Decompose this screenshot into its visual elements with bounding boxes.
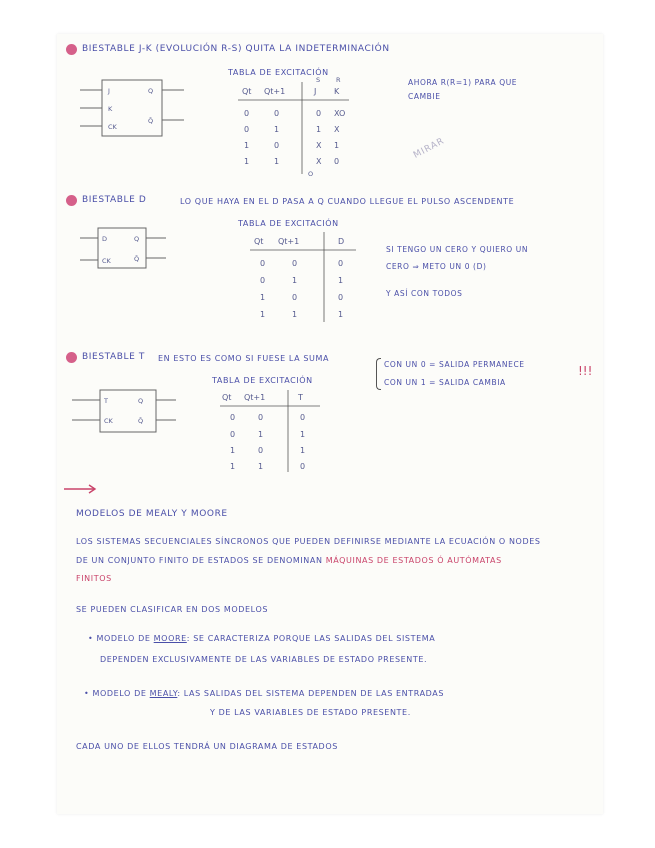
jk-flipflop-diagram — [80, 76, 200, 146]
jk-title: BIESTABLE J-K (EVOLUCIÓN R-S) QUITA LA INDETERMINACIÓN — [82, 44, 390, 54]
t-pin-clk: CK — [104, 417, 113, 425]
t-flipflop-diagram — [72, 388, 192, 448]
jk-pin-j: J — [108, 87, 110, 95]
table-cell: 0 — [244, 125, 250, 134]
table-cell: 1 — [338, 310, 344, 319]
table-cell: 1 — [260, 293, 266, 302]
moore-bullet — [88, 634, 435, 643]
t-pin-t: T — [104, 397, 108, 405]
table-cell: 0 — [300, 413, 306, 422]
table-cell-extra: O — [308, 170, 314, 178]
models-last-line: CADA UNO DE ELLOS TENDRÁ UN DIAGRAMA DE ESTADOS — [76, 742, 338, 751]
table-cell: 1 — [244, 157, 250, 166]
exclamation-marks: !!! — [578, 364, 593, 378]
models-classification: SE PUEDEN CLASIFICAR EN DOS MODELOS — [76, 605, 269, 614]
brace — [376, 358, 381, 390]
t-pin-qn: Q̄ — [138, 417, 144, 425]
d-header-d: D — [338, 237, 345, 246]
table-cell: 1 — [300, 430, 306, 439]
d-header-qt1: Qt+1 — [278, 237, 300, 246]
d-table-caption: TABLA DE EXCITACIÓN — [238, 219, 339, 228]
d-note-line2: CERO ⇒ METO UN 0 (D) — [386, 262, 487, 271]
jk-table-rows — [244, 109, 345, 178]
t-title: BIESTABLE T — [82, 352, 146, 362]
table-cell: 0 — [334, 157, 340, 166]
bullet-lead: • MODELO DE — [84, 689, 147, 698]
table-cell: 0 — [230, 430, 236, 439]
models-highlight: MÁQUINAS DE ESTADOS Ó AUTÓMATAS — [325, 556, 502, 565]
t-note-line1: CON UN 0 = SALIDA PERMANECE — [384, 360, 525, 369]
d-header-qt: Qt — [254, 237, 264, 246]
table-cell: 1 — [334, 141, 340, 150]
moore-bullet-line2: DEPENDEN EXCLUSIVAMENTE DE LAS VARIABLES DE ESTADO PRESENTE. — [100, 655, 428, 664]
table-cell: X — [316, 157, 322, 166]
table-cell: 0 — [300, 462, 306, 471]
d-table-rows — [260, 259, 343, 319]
table-cell: 0 — [292, 259, 298, 268]
mealy-term: MEALY — [149, 689, 178, 698]
models-paragraph-text: DE UN CONJUNTO FINITO DE ESTADOS SE DENOMINAN — [76, 556, 323, 565]
jk-header-qt: Qt — [242, 87, 252, 96]
d-note-line3: Y ASÍ CON TODOS — [386, 289, 463, 298]
table-cell: 1 — [244, 141, 250, 150]
d-pin-clk: CK — [102, 257, 111, 265]
d-excitation-table — [246, 228, 366, 328]
mealy-bullet-line2: Y DE LAS VARIABLES DE ESTADO PRESENTE. — [210, 708, 411, 717]
table-cell: XO — [334, 109, 346, 118]
t-table-caption: TABLA DE EXCITACIÓN — [212, 376, 313, 385]
table-cell: 1 — [230, 446, 236, 455]
table-cell: 1 — [292, 310, 298, 319]
t-header-qt1: Qt+1 — [244, 393, 266, 402]
jk-table-caption: TABLA DE EXCITACIÓN — [228, 68, 329, 77]
table-cell: 1 — [300, 446, 306, 455]
table-cell: 1 — [258, 462, 264, 471]
t-description: EN ESTO ES COMO SI FUESE LA SUMA — [158, 354, 330, 363]
table-cell: 0 — [316, 109, 322, 118]
bullet-text: : SE CARACTERIZA PORQUE LAS SALIDAS DEL SISTEMA — [186, 634, 436, 643]
table-cell: 0 — [292, 293, 298, 302]
d-flipflop-diagram — [80, 226, 200, 286]
table-cell: 0 — [230, 413, 236, 422]
table-cell: 1 — [274, 157, 280, 166]
arrow-right-icon — [64, 484, 104, 494]
table-cell: 0 — [258, 446, 264, 455]
table-cell: X — [334, 125, 340, 134]
table-cell: 1 — [274, 125, 280, 134]
t-header-qt: Qt — [222, 393, 232, 402]
t-header-t: T — [298, 393, 303, 402]
d-pin-qn: Q̄ — [134, 255, 140, 263]
table-cell: 0 — [260, 276, 266, 285]
table-cell: 0 — [244, 109, 250, 118]
table-cell: 0 — [258, 413, 264, 422]
t-table-rows — [230, 413, 305, 471]
mirar-scribble: MIRAR — [412, 136, 447, 161]
t-excitation-table — [220, 386, 340, 476]
jk-header-j: J — [314, 87, 317, 96]
table-cell: 1 — [260, 310, 266, 319]
jk-pin-clk: CK — [108, 123, 117, 131]
t-note-line2: CON UN 1 = SALIDA CAMBIA — [384, 378, 506, 387]
table-cell: 1 — [258, 430, 264, 439]
jk-pin-qn: Q̄ — [148, 117, 154, 125]
d-pin-q: Q — [134, 235, 140, 243]
d-description: LO QUE HAYA EN EL D PASA A Q CUANDO LLEGUE EL PULSO ASCENDENTE — [180, 197, 515, 206]
jk-excitation-table — [234, 74, 364, 184]
table-cell: X — [316, 141, 322, 150]
bullet-lead: • MODELO DE — [88, 634, 151, 643]
table-cell: 1 — [338, 276, 344, 285]
jk-note-line1: AHORA R(R=1) PARA QUE — [408, 78, 518, 87]
models-highlight-end: FINITOS — [76, 574, 112, 583]
bullet-text: : LAS SALIDAS DEL SISTEMA DEPENDEN DE LAS ENTRADAS — [177, 689, 445, 698]
table-cell: 0 — [338, 259, 344, 268]
models-paragraph-line1: LOS SISTEMAS SECUENCIALES SÍNCRONOS QUE PUEDEN DEFINIRSE MEDIANTE LA ECUACIÓN O NODES — [76, 537, 541, 546]
jk-header-qt1: Qt+1 — [264, 87, 286, 96]
d-title: BIESTABLE D — [82, 195, 147, 205]
jk-header-k: K — [334, 87, 340, 96]
table-cell: 1 — [316, 125, 322, 134]
mealy-bullet — [84, 689, 444, 698]
d-pin-d: D — [102, 235, 108, 243]
jk-mark-s: S — [316, 76, 321, 84]
jk-note-line2: CAMBIE — [408, 92, 441, 101]
models-heading: MODELOS DE MEALY Y MOORE — [76, 509, 228, 519]
jk-pin-q: Q — [148, 87, 154, 95]
models-paragraph-line2 — [76, 556, 502, 565]
bullet-number-dot — [66, 195, 77, 206]
table-cell: 1 — [230, 462, 236, 471]
table-cell: 0 — [274, 141, 280, 150]
table-cell: 0 — [338, 293, 344, 302]
bullet-number-dot — [66, 44, 77, 55]
moore-term: MOORE — [153, 634, 187, 643]
bullet-number-dot — [66, 352, 77, 363]
t-pin-q: Q — [138, 397, 144, 405]
jk-mark-r: R — [336, 76, 341, 84]
jk-pin-k: K — [108, 105, 113, 113]
table-cell: 0 — [274, 109, 280, 118]
d-note-line1: SI TENGO UN CERO Y QUIERO UN — [386, 245, 529, 254]
table-cell: 1 — [292, 276, 298, 285]
table-cell: 0 — [260, 259, 266, 268]
